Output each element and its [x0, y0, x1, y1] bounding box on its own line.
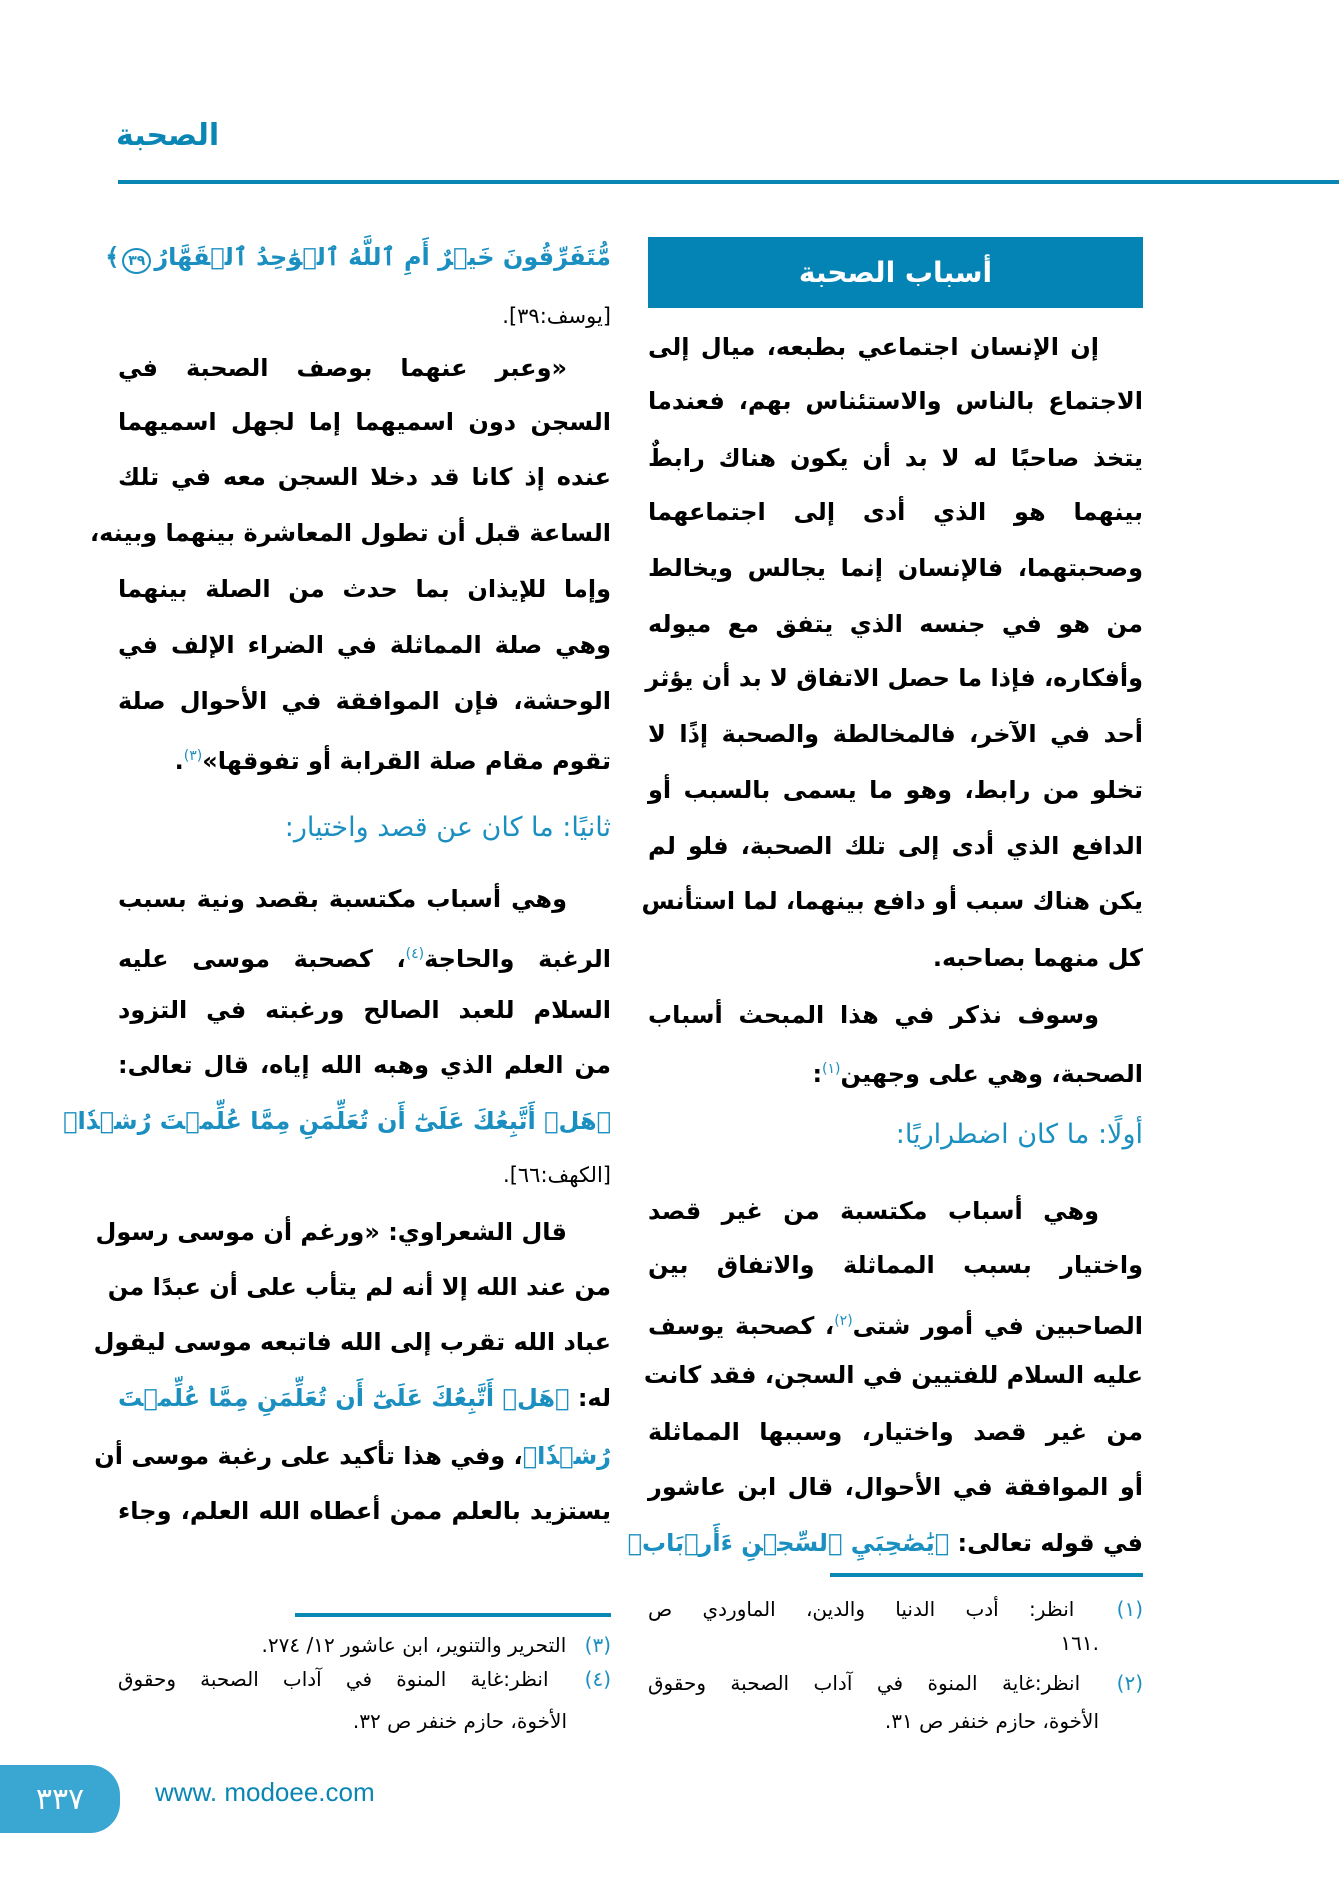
text: .١٦١	[1060, 1631, 1099, 1655]
text: :	[812, 1060, 823, 1088]
paragraph-line	[648, 327, 1143, 367]
website-link[interactable]: www. modoee.com	[155, 1777, 375, 1807]
text: من هو في جنسه الذي يتفق مع ميوله	[648, 610, 1143, 638]
text: السلام للعبد الصالح ورغبته في التزود	[118, 996, 611, 1024]
paragraph-line	[645, 658, 1143, 698]
text: انظر: أدب الدنيا والدين، الماوردي ص	[648, 1597, 1075, 1621]
paragraph-line	[648, 604, 1143, 644]
paragraph-line	[90, 513, 611, 553]
paragraph-line	[118, 625, 611, 665]
text: أولًا: ما كان اضطراريًا:	[895, 1119, 1143, 1150]
ayah-number-marker: ٣٩	[122, 248, 151, 274]
paragraph-line	[93, 1322, 611, 1362]
paragraph-line	[648, 1412, 1143, 1452]
paragraph-line	[118, 736, 611, 776]
paragraph-line	[648, 548, 1143, 588]
paragraph-line	[648, 826, 1143, 866]
footnote-number: (٢)	[1116, 1671, 1144, 1695]
footnote-number: (٤)	[584, 1667, 612, 1691]
footnote-number: (٣)	[584, 1633, 611, 1657]
section-title: أسباب الصحبة	[798, 256, 993, 289]
text: إن الإنسان اجتماعي بطبعه، ميال إلى	[648, 333, 1099, 361]
footnote-divider-right	[830, 1573, 1143, 1577]
text: الصاحبين في أمور شتى	[852, 1312, 1144, 1340]
paragraph-line	[118, 879, 611, 919]
footnote-reference[interactable]: (٤)	[405, 946, 425, 962]
verse-reference	[118, 1155, 611, 1195]
page-number: ٣٣٧	[35, 1781, 85, 1817]
footnote-line	[648, 1627, 1143, 1659]
text: [الكهف:٦٦].	[503, 1163, 611, 1187]
chapter-title: الصحبة	[116, 118, 220, 153]
paragraph-line	[118, 934, 611, 974]
paragraph-line	[118, 1491, 611, 1531]
text: وهي أسباب مكتسبة بقصد ونية بسبب	[118, 885, 567, 913]
paragraph-line	[648, 770, 1143, 810]
footnote-line	[118, 1629, 611, 1661]
quran-text: رُشۡدٗا﴾	[522, 1442, 611, 1470]
text: وصحبتهما، فالإنسان إنما يجالس ويخالط	[648, 554, 1143, 582]
text: يستزيد بالعلم ممن أعطاه الله العلم، وجاء	[118, 1497, 611, 1525]
paragraph-line	[648, 1049, 1143, 1089]
paragraph-line	[118, 402, 611, 442]
paragraph-line	[118, 457, 611, 497]
quran-verse-line	[105, 237, 611, 277]
quran-text: ﴿هَلۡ أَتَّبِعُكَ عَلَىٰٓ أَن تُعَلِّمَنِ مِمَّا عُلِّمۡتَ رُشۡدٗا﴾	[63, 1107, 611, 1135]
paragraph-line	[627, 1523, 1143, 1563]
text: قال الشعراوي: «ورغم أن موسى رسول	[95, 1218, 567, 1246]
paragraph-line	[641, 881, 1143, 921]
text: انظر:غاية المنوة في آداب الصحبة وحقوق	[648, 1671, 1081, 1695]
footnote-reference[interactable]: (٣)	[183, 748, 203, 764]
footnote-number: (١)	[1116, 1597, 1143, 1621]
text: أو الموافقة في الأحوال، قال ابن عاشور	[648, 1473, 1143, 1501]
text: «وعبر عنهما بوصف الصحبة في	[118, 354, 567, 382]
text: وسوف نذكر في هذا المبحث أسباب	[648, 1001, 1099, 1029]
paragraph-line	[94, 1436, 611, 1476]
text: ، كصحبة موسى عليه	[118, 945, 406, 973]
quran-text: ﴾	[105, 243, 120, 271]
text: في قوله تعالى:	[949, 1529, 1143, 1557]
quran-text: مُّتَفَرِّقُونَ خَيۡرٌ أَمِ ٱللَّهُ ٱلۡوَٰحِدُ ٱلۡقَهَّارُ	[154, 243, 611, 271]
paragraph-line	[118, 990, 611, 1030]
quran-text: ﴿هَلۡ أَتَّبِعُكَ عَلَىٰٓ أَن تُعَلِّمَنِ مِمَّا عُلِّمۡتَ	[118, 1384, 570, 1412]
paragraph-line	[648, 995, 1143, 1035]
footnote-line	[648, 1705, 1143, 1737]
text: ثانيًا: ما كان عن قصد واختيار:	[284, 812, 611, 843]
text: عباد الله تقرب إلى الله فاتبعه موسى ليقول	[93, 1328, 611, 1356]
text: الأخوة، حازم خنفر ص ٣٢.	[352, 1709, 567, 1733]
section-title-box	[648, 237, 1143, 308]
text: من العلم الذي وهبه الله إياه، قال تعالى:	[118, 1051, 611, 1079]
paragraph-line	[648, 1301, 1143, 1341]
text: عنده إذ كانا قد دخلا السجن معه في تلك	[118, 463, 611, 491]
text: واختيار بسبب المماثلة والاتفاق بين	[648, 1251, 1143, 1279]
text: كل منهما بصاحبه.	[932, 944, 1143, 972]
text: السجن دون اسميهما إما لجهل اسميهما	[118, 408, 611, 436]
text: ، كصحبة يوسف	[648, 1312, 835, 1340]
paragraph-line	[643, 1355, 1143, 1395]
paragraph-line	[107, 1267, 611, 1307]
text: انظر:غاية المنوة في آداب الصحبة وحقوق	[118, 1667, 549, 1691]
header-rule	[118, 180, 1339, 184]
text: الساعة قبل أن تطول المعاشرة بينهما وبينه،	[90, 519, 611, 547]
paragraph-line	[118, 569, 611, 609]
text: الرغبة والحاجة	[424, 945, 611, 973]
footnote-divider-left	[295, 1613, 611, 1617]
text: [يوسف:٣٩].	[502, 304, 611, 328]
paragraph-line	[648, 714, 1143, 754]
footnote-line	[118, 1705, 611, 1737]
text: يتخذ صاحبًا له لا بد أن يكون هناك رابطٌ	[648, 444, 1143, 472]
paragraph-line	[648, 381, 1143, 421]
text: من عند الله إلا أنه لم يتأب على أن عبدًا من	[107, 1273, 611, 1301]
quran-text: ﴿يَٰصَٰحِبَيِ ٱلسِّجۡنِ ءَأَرۡبَابٞ	[627, 1529, 950, 1557]
footnote-line	[118, 1663, 611, 1695]
paragraph-line	[648, 1245, 1143, 1285]
text: وهي أسباب مكتسبة من غير قصد	[648, 1197, 1099, 1225]
text: ، وفي هذا تأكيد على رغبة موسى أن	[94, 1442, 523, 1470]
text: بينهما هو الذي أدى إلى اجتماعهما	[648, 498, 1143, 526]
text: عليه السلام للفتيين في السجن، فقد كانت	[643, 1361, 1143, 1389]
paragraph-line	[118, 1045, 611, 1085]
verse-reference	[118, 296, 611, 336]
footnote-line	[648, 1593, 1143, 1625]
text: تقوم مقام صلة القرابة أو تفوقها»	[202, 747, 611, 775]
paragraph-line	[648, 938, 1143, 978]
paragraph-line	[95, 1212, 611, 1252]
text: وأفكاره، فإذا ما حصل الاتفاق لا بد أن يؤثر	[645, 664, 1143, 692]
quran-verse-line	[63, 1101, 611, 1141]
text: الوحشة، فإن الموافقة في الأحوال صلة	[118, 687, 611, 715]
text: له:	[569, 1384, 611, 1412]
paragraph-line	[118, 681, 611, 721]
footnote-line	[648, 1667, 1143, 1699]
footnote-reference[interactable]: (٢)	[834, 1313, 853, 1329]
text: الاجتماع بالناس والاستئناس بهم، فعندما	[648, 387, 1143, 415]
text: أحد في الآخر، فالمخالطة والصحبة إذًا لا	[648, 720, 1143, 748]
text: الدافع الذي أدى إلى تلك الصحبة، فلو لم	[648, 832, 1143, 860]
text: .	[174, 747, 184, 775]
text: وإما للإيذان بما حدث من الصلة بينهما	[118, 575, 611, 603]
paragraph-line	[648, 438, 1143, 478]
paragraph-line	[118, 1378, 611, 1418]
paragraph-line	[118, 348, 611, 388]
paragraph-line	[648, 1191, 1143, 1231]
text: التحرير والتنوير، ابن عاشور ١٢/ ٢٧٤.	[261, 1633, 567, 1657]
text: تخلو من رابط، وهو ما يسمى بالسبب أو	[648, 776, 1143, 804]
section-subheading	[118, 808, 611, 848]
footnote-reference[interactable]: (١)	[822, 1061, 841, 1077]
text: الأخوة، حازم خنفر ص ٣١.	[884, 1709, 1099, 1733]
paragraph-line	[648, 492, 1143, 532]
paragraph-line	[648, 1467, 1143, 1507]
section-subheading	[648, 1115, 1143, 1155]
text: من غير قصد واختيار، وسببها المماثلة	[648, 1418, 1143, 1446]
text: يكن هناك سبب أو دافع بينهما، لما استأنس	[641, 887, 1143, 915]
text: وهي صلة المماثلة في الضراء الإلف في	[118, 631, 611, 659]
text: الصحبة، وهي على وجهين	[840, 1060, 1143, 1088]
page-number-badge	[0, 1765, 120, 1833]
